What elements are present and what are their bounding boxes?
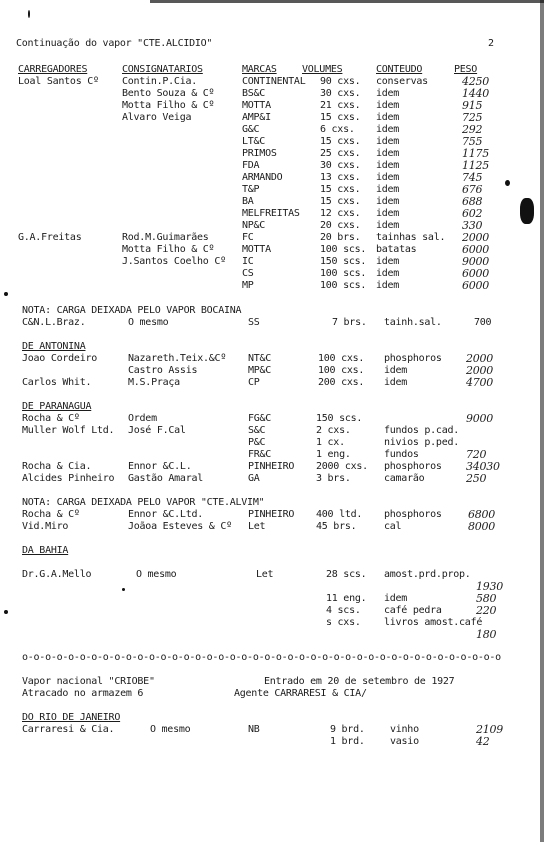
row-peso: 220 xyxy=(476,604,497,617)
row-marca: FR&C xyxy=(248,449,272,460)
row-consignatario: Motta Filho & Cº xyxy=(122,244,215,255)
row-conteudo: café pedra xyxy=(384,605,442,616)
row-volume: 25 cxs. xyxy=(320,148,361,159)
row-conteudo: livros amost.café xyxy=(384,617,483,628)
row-consignatario: Rod.M.Guimarães xyxy=(122,232,209,243)
row-marca: GA xyxy=(248,473,260,484)
row-peso: 6000 xyxy=(462,243,489,256)
row-conteudo: idem xyxy=(376,112,400,123)
row-conteudo: idem xyxy=(376,148,400,159)
ink-blot xyxy=(520,198,534,224)
row-conteudo: phosphoros xyxy=(384,353,442,364)
row-conteudo: camarão xyxy=(384,473,425,484)
row-marca: P&C xyxy=(248,437,266,448)
row-peso: 4700 xyxy=(466,376,493,389)
row-conteudo: batatas xyxy=(376,244,417,255)
section-heading-cte-alvim: NOTA: CARGA DEIXADA PELO VAPOR "CTE.ALVIM" xyxy=(22,497,265,508)
row-carregador: C&N.L.Braz. xyxy=(22,317,86,328)
row-marca: PRIMOS xyxy=(242,148,277,159)
row-peso: 1440 xyxy=(462,87,489,100)
row-volume: 2 cxs. xyxy=(316,425,351,436)
row-marca: AMP&I xyxy=(242,112,271,123)
row-peso: 1125 xyxy=(462,159,489,172)
row-marca: NP&C xyxy=(242,220,266,231)
row-volume: 45 brs. xyxy=(316,521,357,532)
row-carregador: Rocha & Cia. xyxy=(22,461,92,472)
row-carregador: Vid.Miro xyxy=(22,521,69,532)
ink-speck xyxy=(122,588,125,591)
row-peso: 180 xyxy=(476,628,497,641)
row-marca: CS xyxy=(242,268,254,279)
row-peso: 745 xyxy=(462,171,483,184)
row-volume: 15 cxs. xyxy=(320,184,361,195)
row-peso: 9000 xyxy=(462,255,489,268)
column-header-peso: PESO xyxy=(454,64,478,75)
arrival-date: Entrado em 20 de setembro de 1927 xyxy=(264,676,455,687)
row-volume: s cxs. xyxy=(326,617,361,628)
row-peso: 6800 xyxy=(468,508,495,521)
row-conteudo: fundos p.cad. xyxy=(384,425,460,436)
row-peso: 4250 xyxy=(462,75,489,88)
row-volume: 11 eng. xyxy=(326,593,367,604)
row-volume: 6 cxs. xyxy=(320,124,355,135)
row-consignatario: M.S.Praça xyxy=(128,377,180,388)
row-volume: 90 cxs. xyxy=(320,76,361,87)
row-volume: 20 brs. xyxy=(320,232,361,243)
row-consignatario: Ordem xyxy=(128,413,157,424)
ink-speck xyxy=(505,180,510,186)
ink-speck xyxy=(28,10,30,18)
vessel-name: Vapor nacional "CRIOBE" xyxy=(22,676,155,687)
row-marca: FDA xyxy=(242,160,260,171)
row-peso: 6000 xyxy=(462,279,489,292)
row-conteudo: idem xyxy=(376,208,400,219)
row-volume: 28 scs. xyxy=(326,569,367,580)
section-heading-antonina: DE ANTONINA xyxy=(22,341,86,352)
row-peso: 8000 xyxy=(468,520,495,533)
row-consignatario: Alvaro Veiga xyxy=(122,112,192,123)
row-marca: MOTTA xyxy=(242,100,271,111)
row-marca: BS&C xyxy=(242,88,266,99)
ink-speck xyxy=(4,610,8,614)
row-volume: 200 cxs. xyxy=(318,377,365,388)
row-consignatario: Bento Souza & Cº xyxy=(122,88,215,99)
row-conteudo: tainhas sal. xyxy=(376,232,446,243)
berth-info: Atracado no armazem 6 xyxy=(22,688,144,699)
row-consignatario: J.Santos Coelho Cº xyxy=(122,256,226,267)
row-volume: 100 scs. xyxy=(320,280,367,291)
row-conteudo: phosphoros xyxy=(384,461,442,472)
row-conteudo: phosphoros xyxy=(384,509,442,520)
row-peso: 725 xyxy=(462,111,483,124)
row-marca: MP xyxy=(242,280,254,291)
row-peso: 915 xyxy=(462,99,483,112)
top-edge-shadow xyxy=(150,0,544,3)
row-volume: 15 cxs. xyxy=(320,112,361,123)
row-marca: SS xyxy=(248,317,260,328)
row-consignatario: O mesmo xyxy=(136,569,177,580)
row-carregador: Alcides Pinheiro xyxy=(22,473,115,484)
row-consignatario: Joãoa Esteves & Cº xyxy=(128,521,232,532)
row-conteudo: idem xyxy=(376,124,400,135)
row-conteudo: idem xyxy=(376,220,400,231)
row-peso: 688 xyxy=(462,195,483,208)
row-volume: 100 cxs. xyxy=(318,353,365,364)
row-carregador: Loal Santos Cº xyxy=(18,76,99,87)
row-conteudo: idem xyxy=(376,160,400,171)
row-conteudo: idem xyxy=(376,256,400,267)
section-heading-rio: DO RIO DE JANEIRO xyxy=(22,712,121,723)
row-consignatario: Motta Filho & Cº xyxy=(122,100,215,111)
row-conteudo: cal xyxy=(384,521,402,532)
row-conteudo: idem xyxy=(384,593,408,604)
column-header-marcas: MARCAS xyxy=(242,64,277,75)
column-header-carregadores: CARREGADORES xyxy=(18,64,88,75)
row-carregador: Carraresi & Cia. xyxy=(22,724,115,735)
row-carregador: G.A.Freitas xyxy=(18,232,82,243)
page-title: Continuação do vapor "CTE.ALCIDIO" xyxy=(16,38,213,49)
row-conteudo: conservas xyxy=(376,76,428,87)
row-volume: 400 ltd. xyxy=(316,509,363,520)
row-peso: 2000 xyxy=(466,364,493,377)
row-peso: 1175 xyxy=(462,147,489,160)
row-volume: 21 cxs. xyxy=(320,100,361,111)
row-marca: MELFREITAS xyxy=(242,208,300,219)
row-volume: 30 cxs. xyxy=(320,88,361,99)
row-carregador: Dr.G.A.Mello xyxy=(22,569,92,580)
section-heading-paranagua: DE PARANAGUA xyxy=(22,401,92,412)
row-carregador: Rocha & Cº xyxy=(22,509,80,520)
row-marca: T&P xyxy=(242,184,260,195)
row-marca: BA xyxy=(242,196,254,207)
row-marca: LT&C xyxy=(242,136,266,147)
row-consignatario: Contin.P.Cia. xyxy=(122,76,198,87)
row-conteudo: amost.prd.prop. xyxy=(384,569,471,580)
column-header-consignatarios: CONSIGNATARIOS xyxy=(122,64,203,75)
row-peso: 720 xyxy=(466,448,487,461)
row-volume: 7 brs. xyxy=(332,317,367,328)
row-volume: 1 brd. xyxy=(330,736,365,747)
row-marca: MOTTA xyxy=(242,244,271,255)
row-marca: MP&C xyxy=(248,365,272,376)
row-volume: 150 scs. xyxy=(320,256,367,267)
row-consignatario: Castro Assis xyxy=(128,365,198,376)
column-header-volumes: VOLUMES xyxy=(302,64,343,75)
row-marca: ARMANDO xyxy=(242,172,283,183)
separator-line: o-o-o-o-o-o-o-o-o-o-o-o-o-o-o-o-o-o-o-o-o-o-o-o-o-o-o-o-o-o-o-o-o-o-o-o-o-o-o-o-o-o xyxy=(22,652,501,663)
row-marca: NT&C xyxy=(248,353,272,364)
row-volume: 100 scs. xyxy=(320,244,367,255)
section-heading-bahia: DA BAHIA xyxy=(22,545,69,556)
row-marca: FG&C xyxy=(248,413,272,424)
column-header-conteudo: CONTEUDO xyxy=(376,64,423,75)
row-peso: 9000 xyxy=(466,412,493,425)
section-heading-bocaina: NOTA: CARGA DEIXADA PELO VAPOR BOCAINA xyxy=(22,305,242,316)
row-marca: PINHEIRO xyxy=(248,509,295,520)
row-volume: 100 scs. xyxy=(320,268,367,279)
row-carregador: Joao Cordeiro xyxy=(22,353,98,364)
row-peso: 580 xyxy=(476,592,497,605)
row-peso: 6000 xyxy=(462,267,489,280)
row-volume: 1 eng. xyxy=(316,449,351,460)
row-marca: CONTINENTAL xyxy=(242,76,306,87)
row-peso: 2000 xyxy=(462,231,489,244)
row-peso: 700 xyxy=(474,317,492,328)
row-carregador: Carlos Whit. xyxy=(22,377,92,388)
row-volume: 9 brd. xyxy=(330,724,365,735)
row-conteudo: idem xyxy=(376,196,400,207)
row-consignatario: José F.Cal xyxy=(128,425,186,436)
row-consignatario: O mesmo xyxy=(150,724,191,735)
row-volume: 15 cxs. xyxy=(320,196,361,207)
row-volume: 30 cxs. xyxy=(320,160,361,171)
row-peso: 2109 xyxy=(476,723,503,736)
right-edge-shadow xyxy=(540,0,544,842)
row-volume: 13 cxs. xyxy=(320,172,361,183)
row-conteudo: fundos xyxy=(384,449,419,460)
agent-info: Agente CARRARESI & CIA/ xyxy=(234,688,367,699)
row-conteudo: idem xyxy=(384,365,408,376)
row-peso: 1930 xyxy=(476,580,503,593)
row-peso: 292 xyxy=(462,123,483,136)
row-marca: Let xyxy=(256,569,274,580)
row-marca: FC xyxy=(242,232,254,243)
row-volume: 1 cx. xyxy=(316,437,345,448)
row-peso: 602 xyxy=(462,207,483,220)
row-peso: 42 xyxy=(476,735,490,748)
row-conteudo: idem xyxy=(376,172,400,183)
row-conteudo: nivios p.ped. xyxy=(384,437,460,448)
row-volume: 3 brs. xyxy=(316,473,351,484)
row-marca: Let xyxy=(248,521,266,532)
row-marca: NB xyxy=(248,724,260,735)
page-number: 2 xyxy=(488,38,494,49)
row-conteudo: idem xyxy=(384,377,408,388)
row-marca: IC xyxy=(242,256,254,267)
row-carregador: Muller Wolf Ltd. xyxy=(22,425,115,436)
row-volume: 12 cxs. xyxy=(320,208,361,219)
row-conteudo: tainh.sal. xyxy=(384,317,442,328)
row-conteudo: idem xyxy=(376,88,400,99)
row-conteudo: idem xyxy=(376,268,400,279)
row-marca: G&C xyxy=(242,124,260,135)
row-consignatario: Ennor &C.Ltd. xyxy=(128,509,204,520)
row-conteudo: idem xyxy=(376,136,400,147)
row-volume: 20 cxs. xyxy=(320,220,361,231)
row-conteudo: idem xyxy=(376,280,400,291)
ink-speck xyxy=(4,292,8,296)
row-peso: 755 xyxy=(462,135,483,148)
row-marca: S&C xyxy=(248,425,266,436)
row-volume: 4 scs. xyxy=(326,605,361,616)
row-conteudo: idem xyxy=(376,184,400,195)
row-peso: 250 xyxy=(466,472,487,485)
row-peso: 330 xyxy=(462,219,483,232)
row-peso: 676 xyxy=(462,183,483,196)
row-consignatario: Ennor &C.L. xyxy=(128,461,192,472)
row-volume: 15 cxs. xyxy=(320,136,361,147)
row-consignatario: Gastão Amaral xyxy=(128,473,204,484)
row-conteudo: vasio xyxy=(390,736,419,747)
row-marca: CP xyxy=(248,377,260,388)
row-consignatario: O mesmo xyxy=(128,317,169,328)
row-volume: 2000 cxs. xyxy=(316,461,368,472)
row-volume: 100 cxs. xyxy=(318,365,365,376)
row-conteudo: vinho xyxy=(390,724,419,735)
row-marca: PINHEIRO xyxy=(248,461,295,472)
row-consignatario: Nazareth.Teix.&Cº xyxy=(128,353,227,364)
row-volume: 150 scs. xyxy=(316,413,363,424)
row-carregador: Rocha & Cº xyxy=(22,413,80,424)
row-peso: 34030 xyxy=(466,460,500,473)
row-peso: 2000 xyxy=(466,352,493,365)
row-conteudo: idem xyxy=(376,100,400,111)
